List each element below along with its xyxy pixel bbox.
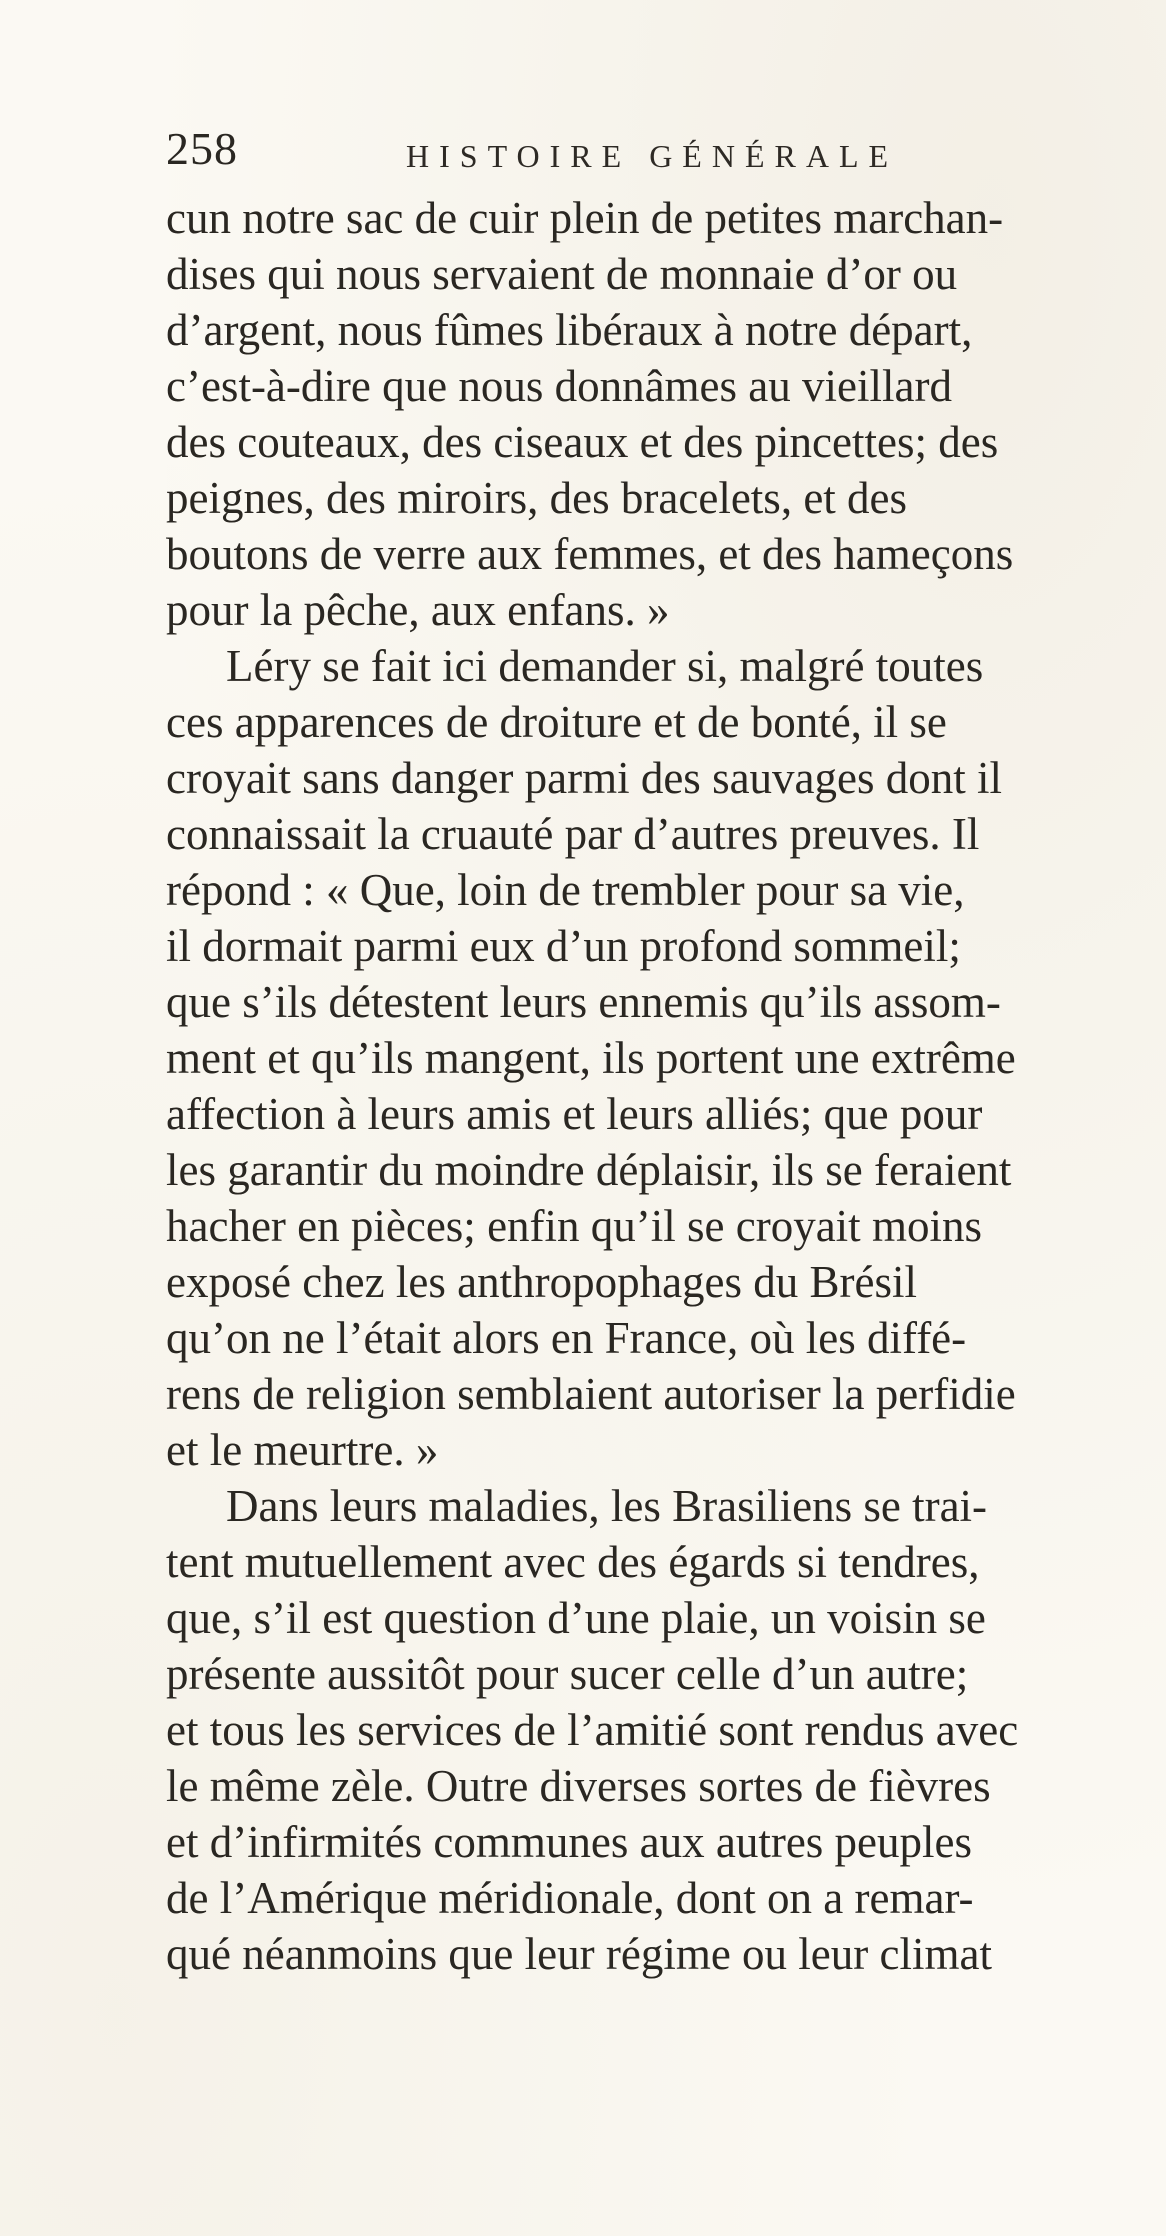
text-line: rens de religion semblaient autoriser la perfidie <box>166 1369 1016 1419</box>
text-line: que s’ils détestent leurs ennemis qu’ils assom- <box>166 977 1001 1027</box>
text-line: ment et qu’ils mangent, ils portent une extrême <box>166 1033 1016 1083</box>
text-line: hacher en pièces; enfin qu’il se croyait moins <box>166 1201 982 1251</box>
text-line: connaissait la cruauté par d’autres preuves. Il <box>166 809 980 859</box>
text-line: et le meurtre. » <box>166 1425 439 1475</box>
text-line: qu’on ne l’était alors en France, où les diffé- <box>166 1313 967 1363</box>
text-line: boutons de verre aux femmes, et des hameçons <box>166 529 1014 579</box>
text-line: présente aussitôt pour sucer celle d’un autre; <box>166 1649 969 1699</box>
running-title: HISTOIRE GÉNÉRALE <box>406 138 899 174</box>
text-line: cun notre sac de cuir plein de petites marchan- <box>166 193 1004 243</box>
text-line: que, s’il est question d’une plaie, un voisin se <box>166 1593 986 1643</box>
text-line: peignes, des miroirs, des bracelets, et des <box>166 473 908 523</box>
text-line: c’est-à-dire que nous donnâmes au vieillard <box>166 361 952 411</box>
text-line: dises qui nous servaient de monnaie d’or ou <box>166 249 958 299</box>
text-line: d’argent, nous fûmes libéraux à notre départ, <box>166 305 973 355</box>
text-line: ces apparences de droiture et de bonté, il se <box>166 697 947 747</box>
text-line: croyait sans danger parmi des sauvages dont il <box>166 753 1003 803</box>
text-line: qué néanmoins que leur régime ou leur climat <box>166 1929 992 1979</box>
text-line: le même zèle. Outre diverses sortes de fièvres <box>166 1761 991 1811</box>
text-line: et tous les services de l’amitié sont rendus avec <box>166 1705 1019 1755</box>
running-header <box>166 123 1166 186</box>
paragraph-start-line: Dans leurs maladies, les Brasiliens se trai- <box>226 1481 988 1531</box>
paragraph-start-line: Léry se fait ici demander si, malgré toutes <box>226 641 984 691</box>
text-line: tent mutuellement avec des égards si tendres, <box>166 1537 980 1587</box>
text-line: il dormait parmi eux d’un profond sommeil; <box>166 921 961 971</box>
text-line: des couteaux, des ciseaux et des pincettes; des <box>166 417 999 467</box>
text-line: les garantir du moindre déplaisir, ils se feraient <box>166 1145 1012 1195</box>
text-line: répond : « Que, loin de trembler pour sa vie, <box>166 865 965 915</box>
page-number: 258 <box>166 123 238 174</box>
text-line: affection à leurs amis et leurs alliés; que pour <box>166 1089 983 1139</box>
text-line: de l’Amérique méridionale, dont on a remar- <box>166 1873 974 1923</box>
text-line: pour la pêche, aux enfans. » <box>166 585 670 635</box>
text-line: exposé chez les anthropophages du Brésil <box>166 1257 918 1307</box>
text-line: et d’infirmités communes aux autres peuples <box>166 1817 973 1867</box>
